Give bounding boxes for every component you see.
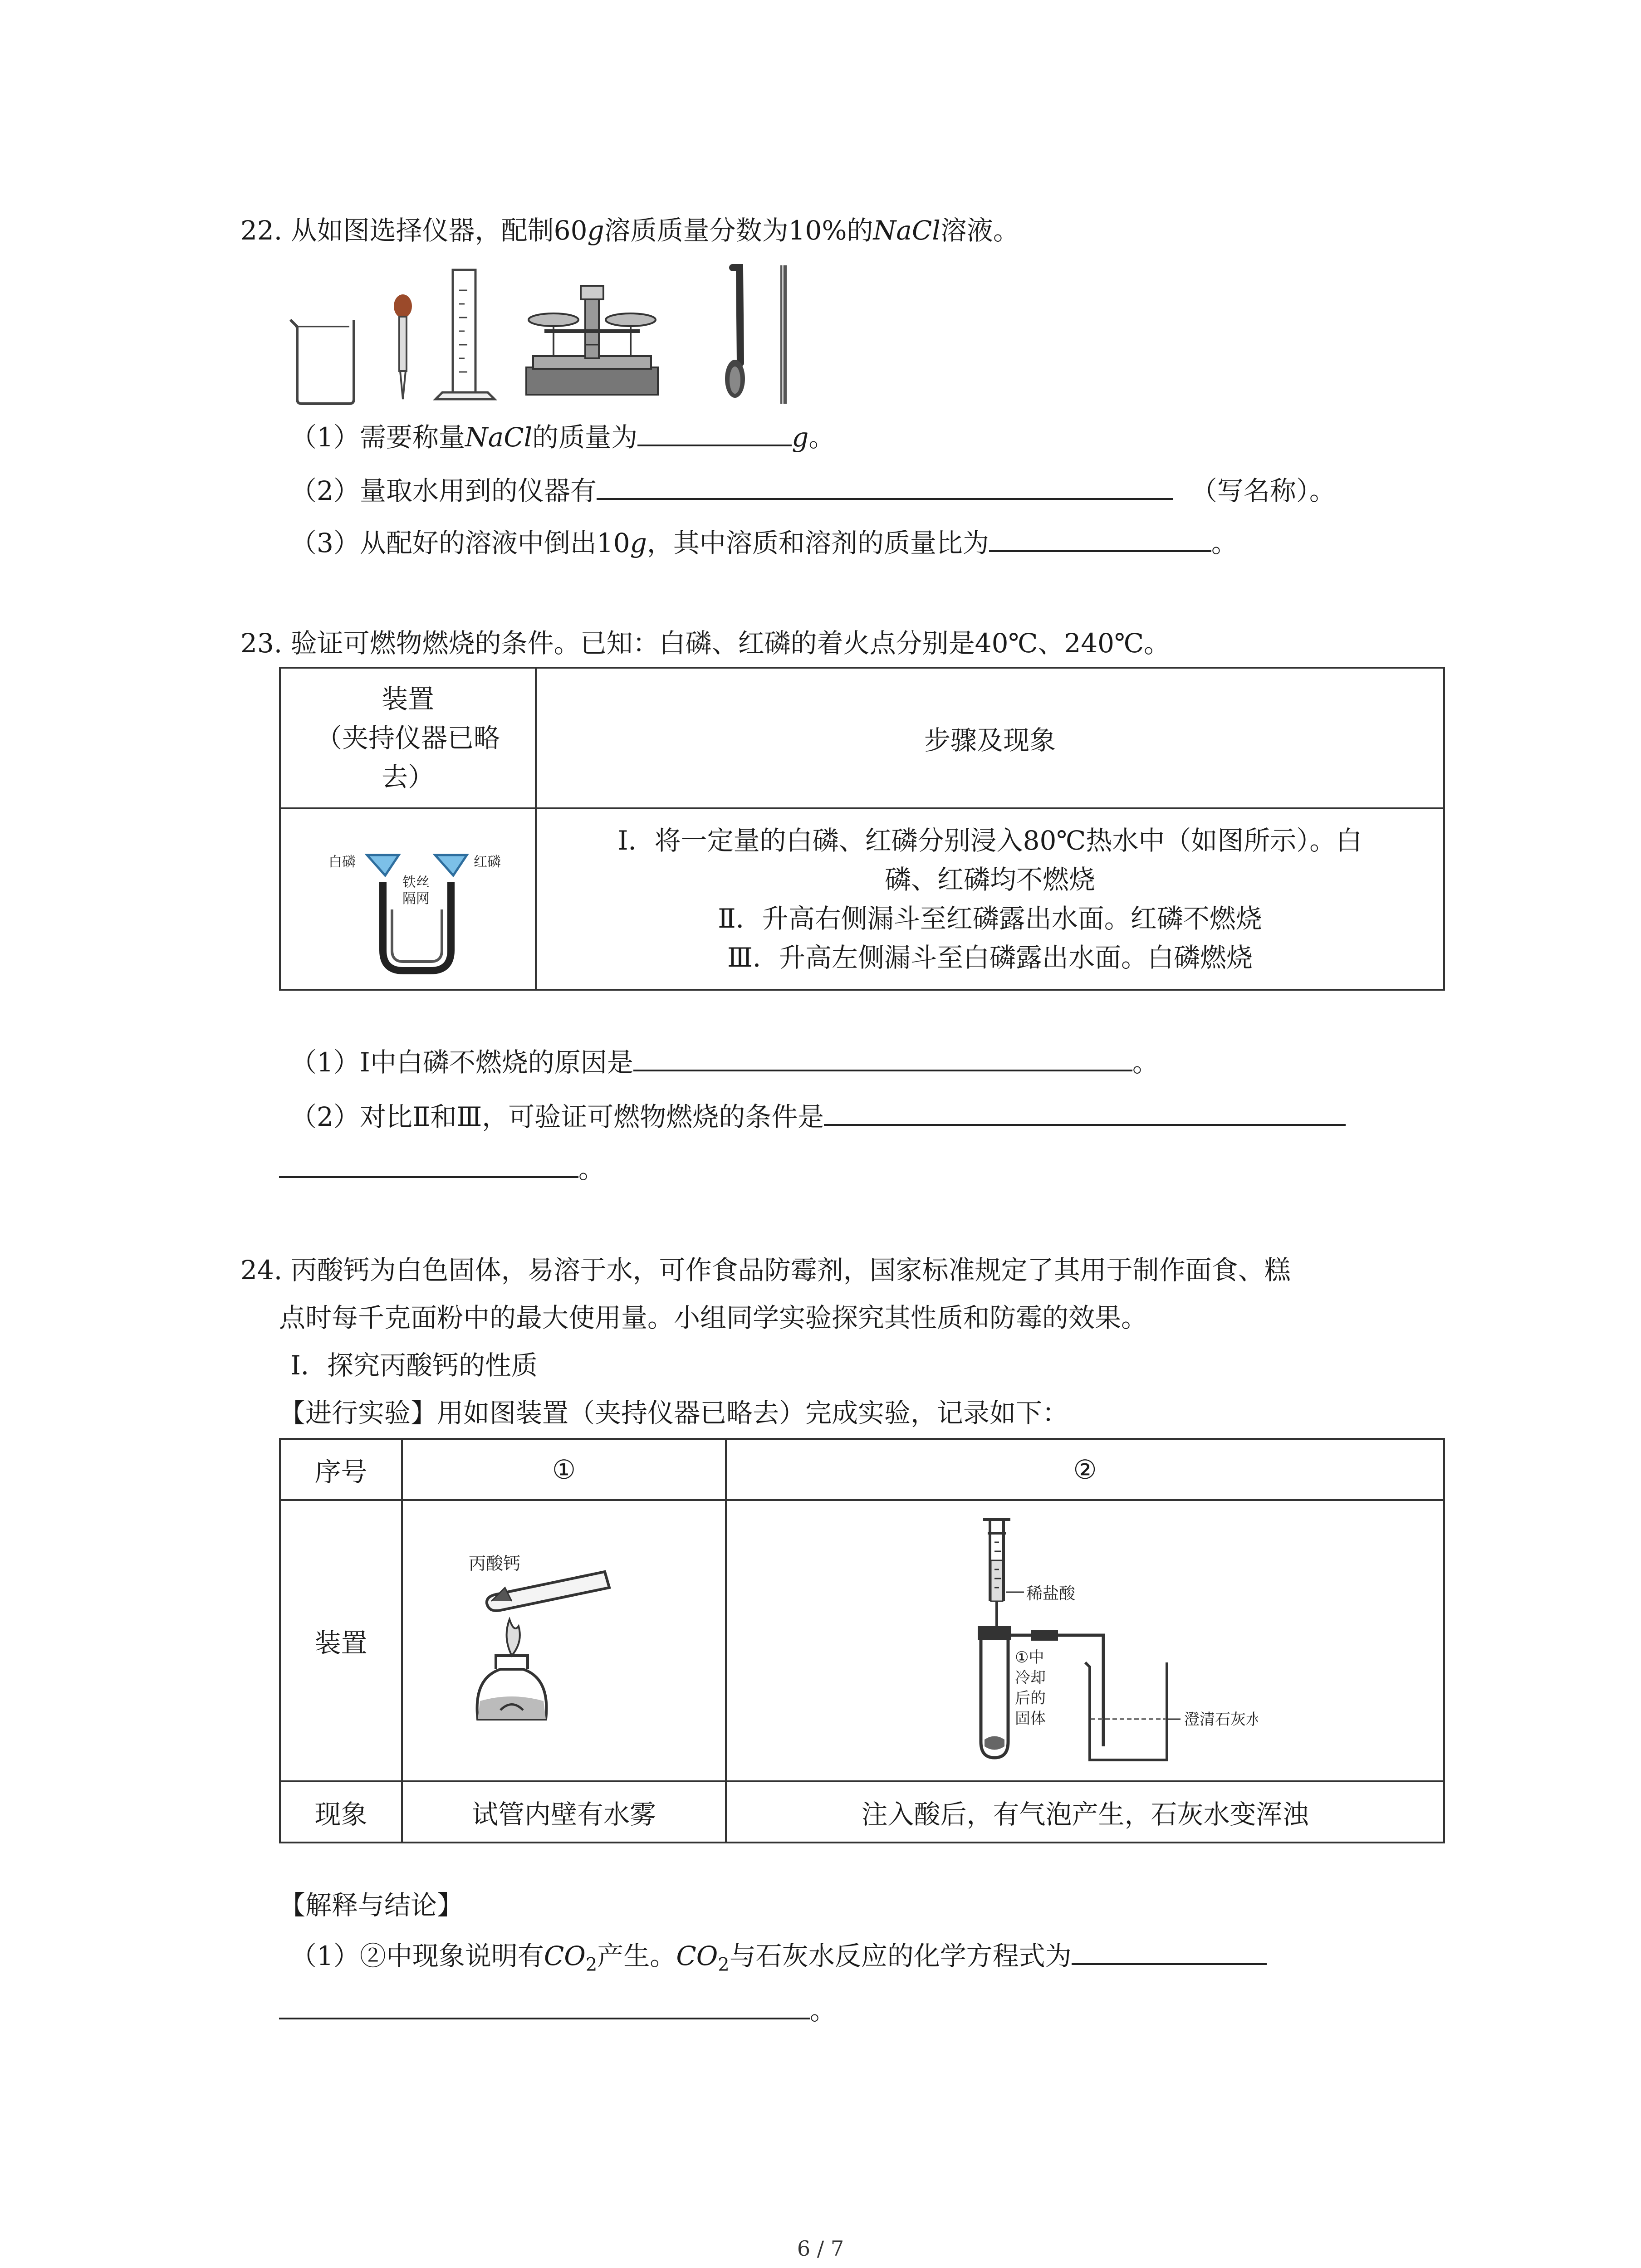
u-tube-diagram <box>294 814 521 978</box>
q24-phen2: 注入酸后，有气泡产生，石灰水变浑浊 <box>726 1781 1444 1843</box>
balance-icon <box>526 286 658 395</box>
wire-mesh-label-2: 隔网 <box>402 891 430 907</box>
q24-row-phenomenon: 现象 <box>280 1781 402 1843</box>
q23-answer-blank-1[interactable] <box>633 1043 1132 1071</box>
q24-col2: ② <box>726 1439 1444 1500</box>
graduated-cylinder-icon <box>436 270 495 399</box>
dropper-icon <box>394 294 412 399</box>
q24-device1-cell <box>402 1500 726 1781</box>
wire-mesh-label-1: 铁丝 <box>402 875 430 890</box>
q23-device-cell <box>280 808 536 990</box>
q23-stem: 23. 验证可燃物燃烧的条件。已知：白磷、红磷的着火点分别是40℃、240℃。 <box>240 628 1170 659</box>
q22-part3: （3）从配好的溶液中倒出10g，其中溶质和溶剂的质量比为 。 <box>290 524 1238 561</box>
q22-answer-blank-3[interactable] <box>989 524 1211 552</box>
q23-answer-blank-2a[interactable] <box>824 1098 1346 1126</box>
page-number: 6 / 7 <box>797 2236 844 2261</box>
syringe-limewater-diagram <box>913 1506 1258 1769</box>
q24-answer-blank-1a[interactable] <box>1072 1937 1267 1965</box>
q24-stem-line1: 24. 丙酸钙为白色固体，易溶于水，可作食品防霉剂，国家标准规定了其用于制作面食、糕 <box>240 1255 1291 1286</box>
q24-stem-line2: 点时每千克面粉中的最大使用量。小组同学实验探究其性质和防霉的效果。 <box>279 1302 1148 1333</box>
q24-device2-cell <box>726 1500 1444 1781</box>
beaker-icon <box>290 320 354 404</box>
q24-section1: Ⅰ．探究丙酸钙的性质 <box>290 1350 538 1381</box>
q24-table <box>279 1438 1445 1843</box>
q23-header-steps: 步骤及现象 <box>536 668 1444 808</box>
white-phosphorus-label: 白磷 <box>328 854 356 870</box>
q23-part2-cont: 。 <box>279 1150 605 1187</box>
limewater-label: 澄清石灰水 <box>1184 1711 1258 1729</box>
solid-label-2: 冷却 <box>1014 1669 1046 1687</box>
glass-rod-icon <box>780 265 787 404</box>
q22-answer-blank-2[interactable] <box>597 472 1173 500</box>
q24-conclusion-heading: 【解释与结论】 <box>279 1890 464 1921</box>
q22-part1: （1）需要称量NaCl的质量为 g。 <box>290 418 835 455</box>
q24-answer-blank-1b[interactable] <box>279 1991 810 2019</box>
q23-table <box>279 667 1445 991</box>
limewater-beaker <box>1085 1662 1167 1760</box>
q22-stem: 22. 从如图选择仪器，配制60g溶质质量分数为10%的NaCl溶液。 <box>240 215 1019 246</box>
q23-answer-blank-2b[interactable] <box>279 1150 578 1178</box>
q24-phen1: 试管内壁有水雾 <box>402 1781 726 1843</box>
spatula-icon <box>725 268 745 398</box>
q24-part1: （1）②中现象说明有$CO_2$产生。$CO_2$与石灰水反应的化学方程式为 <box>290 1937 1267 1983</box>
red-phosphorus-label: 红磷 <box>474 854 501 870</box>
q23-part1: （1）Ⅰ中白磷不燃烧的原因是 。 <box>290 1043 1159 1080</box>
q22-answer-blank-1[interactable] <box>637 418 792 446</box>
q23-part2: （2）对比Ⅱ和Ⅲ，可验证可燃物燃烧的条件是 <box>290 1098 1346 1135</box>
solid-label-4: 固体 <box>1014 1710 1046 1728</box>
right-funnel <box>435 855 467 875</box>
solid-label-3: 后的 <box>1014 1689 1046 1707</box>
q22-part2: （2）量取水用到的仪器有 （写名称）。 <box>290 472 1336 509</box>
q23-header-device: 装置 （夹持仪器已略 去） <box>280 668 536 808</box>
q24-row-device: 装置 <box>280 1500 402 1781</box>
q22-instruments-figure <box>281 263 826 413</box>
q24-part1-cont: 。 <box>279 1991 836 2028</box>
dilute-hcl-label: 稀盐酸 <box>1026 1584 1075 1603</box>
q24-experiment-intro: 【进行实验】用如图装置（夹持仪器已略去）完成实验，记录如下： <box>279 1398 1069 1428</box>
q24-col-header: 序号 <box>280 1439 402 1500</box>
heating-tube-diagram <box>437 1520 691 1755</box>
q24-col1: ① <box>402 1439 726 1500</box>
q23-steps-cell: Ⅰ．将一定量的白磷、红磷分别浸入80℃热水中（如图所示）。白 磷、红磷均不燃烧 Ⅱ．升高右侧漏斗至红磷露出水面。红磷不燃烧 Ⅲ．升高左侧漏斗至白磷露出水面。白磷燃烧 <box>536 808 1444 990</box>
calcium-propionate-label: 丙酸钙 <box>469 1554 521 1574</box>
solid-label-1: ①中 <box>1014 1648 1044 1667</box>
flame <box>507 1619 520 1656</box>
left-funnel <box>367 855 399 875</box>
